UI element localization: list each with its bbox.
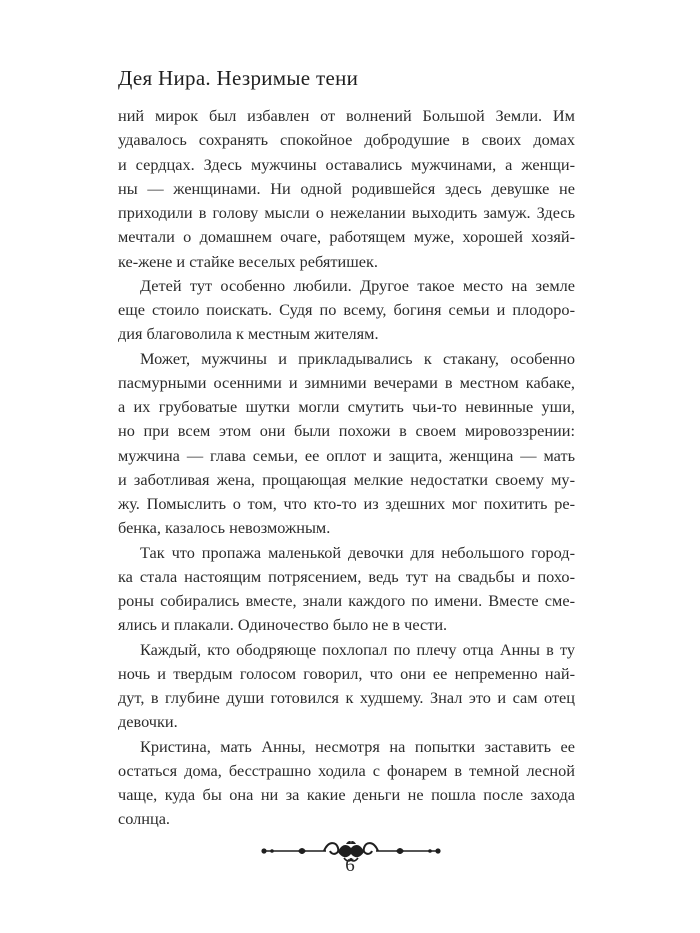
text-line: ны — женщинами. Ни одной родившейся здесь девушке не xyxy=(118,178,575,198)
page-number: 6 xyxy=(345,855,355,876)
text-line: пасмурными осенними и зимними вечерами в местном кабаке, xyxy=(118,372,575,392)
running-header: Дея Нира. Незримые тени xyxy=(118,66,359,90)
text-line: а их грубоватые шутки могли смутить чьи-то невинные уши, xyxy=(118,397,575,416)
text-line: дут, в глубине души готовился к худшему. Знал это и сам отец xyxy=(118,688,575,707)
text-line: Детей тут особенно любили. Другое такое место на земле xyxy=(140,275,575,295)
text-line: Кристина, мать Анны, несмотря на попытки заставить ее xyxy=(140,736,575,756)
text-line: бенка, казалось невозможным. xyxy=(118,518,331,538)
text-line: и сердцах. Здесь мужчины оставались мужчинами, а женщи- xyxy=(118,154,575,174)
text-line: роны собирались вместе, знали каждого по имени. Вместе сме- xyxy=(118,591,575,610)
text-line: ке-жене и стайке веселых ребятишек. xyxy=(118,251,378,271)
text-line: ка стала настоящим потрясением, ведь тут на свадьбы и похо- xyxy=(118,566,575,586)
text-line: ночь и твердым голосом говорил, что они ее непременно най- xyxy=(118,663,575,683)
text-line: ний мирок был избавлен от волнений Большой Земли. Им xyxy=(118,106,575,125)
text-line: Так что пропажа маленькой девочки для небольшого город- xyxy=(140,542,575,562)
text-line: но при всем этом они были похожи в своем мировоззрении: xyxy=(118,421,575,441)
text-line: мужчина — глава семьи, ее оплот и защита, женщина — мать xyxy=(118,445,575,465)
text-line: Каждый, кто ободряюще похлопал по плечу отца Анны в ту xyxy=(140,639,575,659)
text-line: девочки. xyxy=(118,712,178,732)
text-line: мечтали о домашнем очаге, работящем муже, хорошей хозяй- xyxy=(118,227,575,247)
text-line: приходили в голову мысли о нежелании выходить замуж. Здесь xyxy=(118,203,575,222)
text-line: и заботливая жена, прощающая мелкие недостатки своему му- xyxy=(118,469,575,489)
body-text xyxy=(118,104,575,832)
text-line: чаще, куда бы она ни за какие деньги не пошла после захода xyxy=(118,785,575,804)
text-line: Может, мужчины и прикладывались к стакану, особенно xyxy=(140,348,575,368)
text-line: дия благоволила к местным жителям. xyxy=(118,324,379,344)
text-line: остаться дома, бесстрашно ходила с фонарем в темной лесной xyxy=(118,760,575,780)
text-line: ялись и плакали. Одиночество было не в чести. xyxy=(118,615,448,635)
text-line: солнца. xyxy=(118,809,170,829)
text-line: еще стоило поискать. Судя по всему, богиня семьи и плодоро- xyxy=(118,300,575,319)
text-line: жу. Помыслить о том, что кто-то из здешних мог похитить ре- xyxy=(118,494,575,513)
text-line: удавалось сохранять спокойное добродушие в своих домах xyxy=(118,130,575,150)
